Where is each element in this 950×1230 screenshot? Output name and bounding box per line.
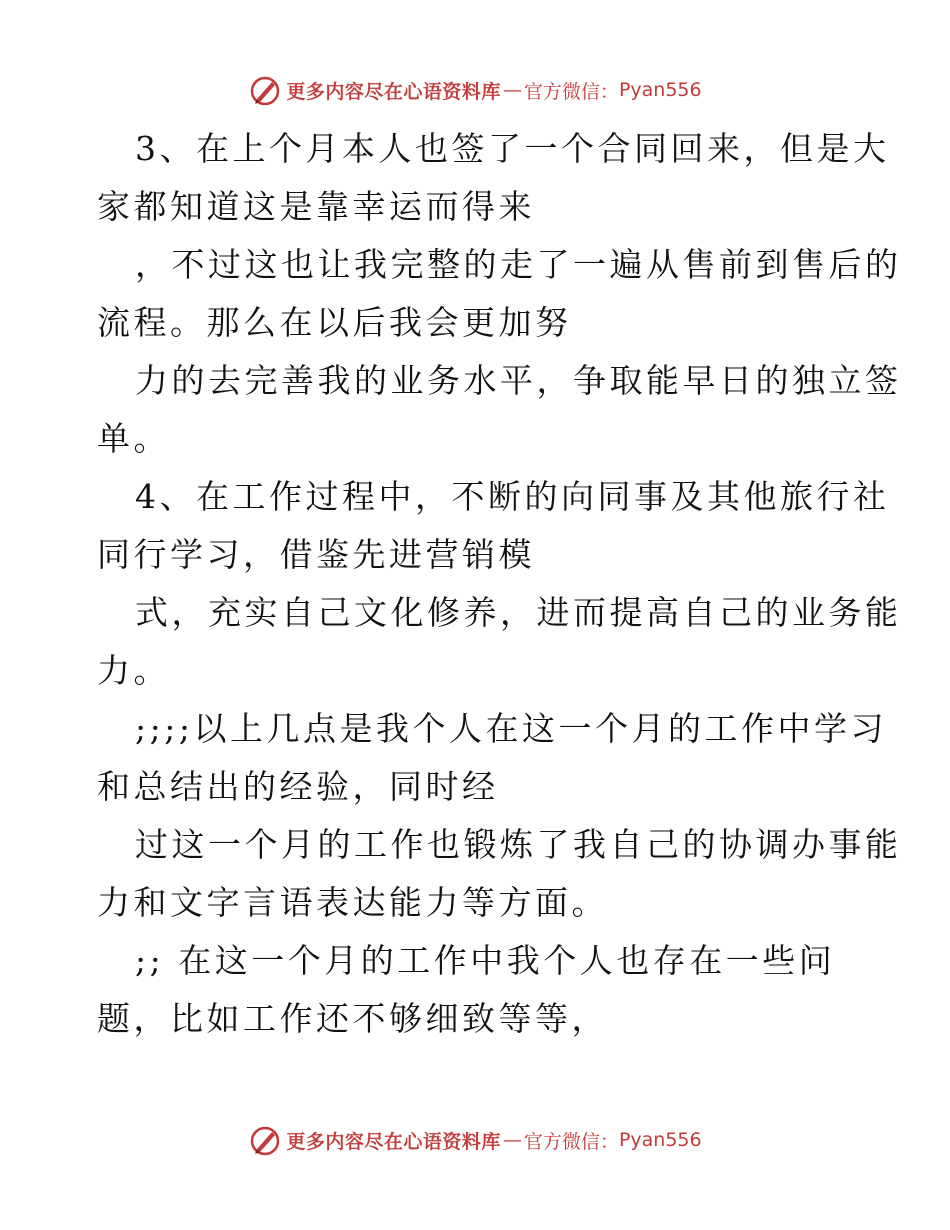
- body-line: 单。: [97, 419, 170, 458]
- body-line: 3、在上个月本人也签了一个合同回来，但是大: [135, 129, 890, 168]
- footer-site-text: 更多内容尽在心语资料库: [286, 1130, 501, 1153]
- header-wechat-label: 官方微信：: [523, 80, 619, 103]
- body-line: 和总结出的经验，同时经: [97, 767, 499, 806]
- header-wechat-id: Pyan556: [618, 79, 702, 101]
- header-banner: [0, 70, 950, 110]
- body-line: 流程。那么在以后我会更加努: [97, 303, 572, 342]
- body-line: 过这一个月的工作也锻炼了我自己的协调办事能: [135, 825, 902, 864]
- body-line: 家都知道这是靠幸运而得来: [97, 187, 535, 226]
- header-dash: —: [502, 79, 522, 101]
- pen-logo-icon: [248, 1123, 282, 1157]
- body-line: 式，充实自己文化修养，进而提高自己的业务能: [135, 593, 902, 632]
- body-line: 题，比如工作还不够细致等等，: [97, 999, 608, 1038]
- footer-dash: —: [502, 1129, 522, 1151]
- body-line: 力和文字言语表达能力等方面。: [97, 883, 608, 922]
- footer-wechat-label: 官方微信：: [523, 1130, 619, 1153]
- body-line: ;;;;以上几点是我个人在这一个月的工作中学习: [135, 709, 887, 748]
- body-line: ;; 在这一个月的工作中我个人也存在一些问: [135, 941, 836, 980]
- body-line: 力。: [97, 651, 170, 690]
- footer-wechat-id: Pyan556: [618, 1129, 702, 1151]
- body-line: ，不过这也让我完整的走了一遍从售前到售后的: [135, 245, 902, 284]
- body-line: 4、在工作过程中，不断的向同事及其他旅行社: [135, 477, 890, 516]
- document-body: [97, 120, 902, 1048]
- footer-banner: [0, 1120, 950, 1160]
- body-line: 同行学习，借鉴先进营销模: [97, 535, 535, 574]
- header-site-text: 更多内容尽在心语资料库: [286, 80, 501, 103]
- pen-logo-icon: [248, 73, 282, 107]
- body-line: 力的去完善我的业务水平，争取能早日的独立签: [135, 361, 902, 400]
